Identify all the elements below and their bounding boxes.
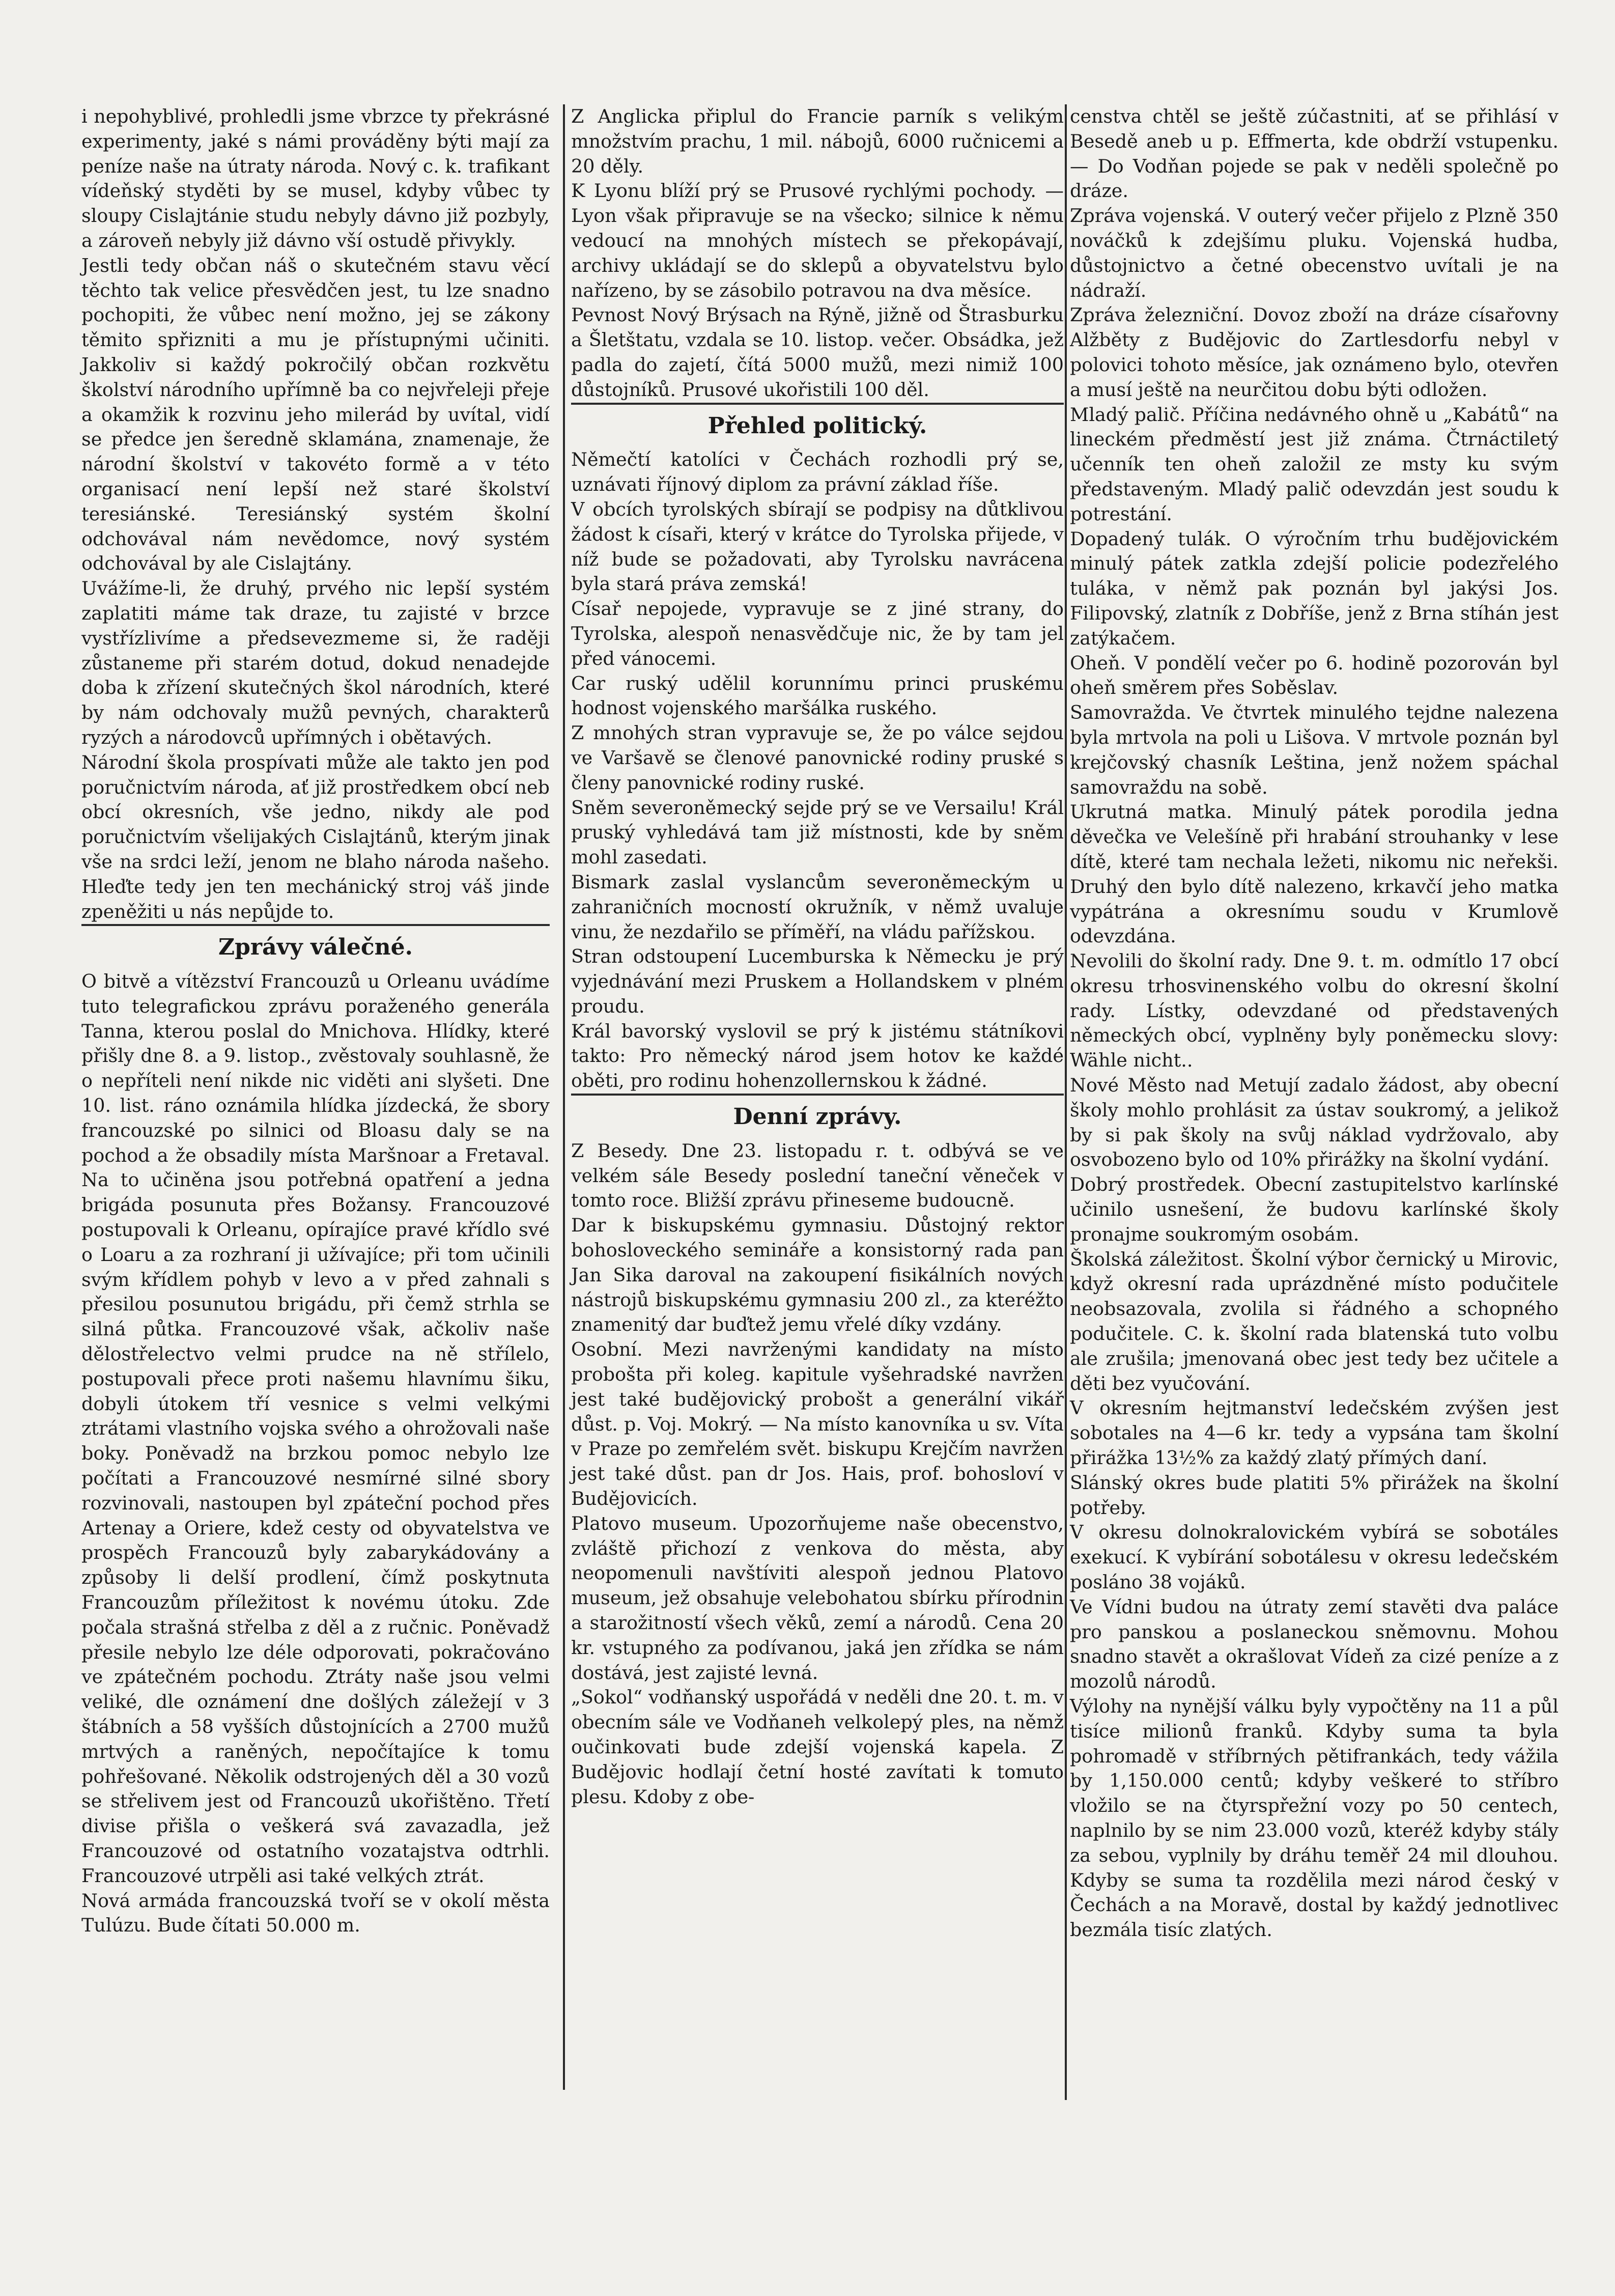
paragraph: Z Anglicka připlul do Francie parník s velikým množstvím prachu, 1 mil. nábojů, 6000 ručnicemi a 20 děly.: [571, 105, 1064, 177]
paragraph: Ukrutná matka. Minulý pátek porodila jedna děvečka ve Velešíně při hrabání strouhanky v lese dítě, které tam nechala ležeti, nikomu nic neřekši. Druhý den bylo dítě nalezeno, krkavčí jeho matka vypátrána a okresnímu soudu v Krumlově odevzdána.: [1070, 801, 1559, 947]
paragraph: Platovo museum. Upozorňujeme naše obecenstvo, zvláště přichozí z venkova do města, aby neopomenuli navštíviti alespoň jednou Platovo museum, jež obsahuje velebohatou sbírku přírodnin a starožitností všech věků, zemí a národů. Cena 20 kr. vstupného za podívanou, jaká jen zřídka se nám dostává, jest zajisté levná.: [571, 1512, 1064, 1684]
section-heading-daily: Denní zprávy.: [571, 1094, 1064, 1130]
paragraph: Zpráva vojenská. V outerý večer přijelo z Plzně 350 nováčků k zdejšímu pluku. Vojenská hudba, důstojnictvo a četné obecenstvo uvítali je na nádraží.: [1070, 205, 1559, 301]
paragraph: Zpráva železniční. Dovoz zboží na dráze císařovny Alžběty z Budějovic do Zartlesdorfu nebyl v polovici tohoto měsíce, jak oznámeno bylo, otevřen a musí ještě na neurčitou dobu býti odložen.: [1070, 304, 1559, 401]
paragraph: Nevolili do školní rady. Dne 9. t. m. odmítlo 17 obcí okresu trhosvinenského volbu do okresní školní rady. Lístky, odevzdané od představených německých obcí, vyplněny byly poněmecku slovy: Wähle nicht..: [1070, 950, 1559, 1072]
paragraph: Nové Město nad Metují zadalo žádost, aby obecní školy mohlo prohlásit za ústav soukromý, a jelikož by si pak školy na svůj náklad vydržovalo, aby osvobozeno bylo od 10% přirážky na školní vydání.: [1070, 1074, 1559, 1171]
paragraph: Slánský okres bude platiti 5% přirážek na školní potřeby.: [1070, 1471, 1559, 1519]
paragraph: Dobrý prostředek. Obecní zastupitelstvo karlínské učinilo usnešení, že budovu karlínské školy pronajme soukromým osobám.: [1070, 1173, 1559, 1245]
paragraph: Osobní. Mezi navrženými kandidaty na místo probošta při koleg. kapitule vyšehradské navržen jest také budějovický probošt a generální vikář důst. p. Voj. Mokrý. — Na místo kanovníka u sv. Víta v Praze po zemřelém svět. biskupu Krejčím navržen jest také důst. pan dr Jos. Hais, prof. bohosloví v Budějovicích.: [571, 1338, 1064, 1510]
paragraph: K Lyonu blíží prý se Prusové rychlými pochody. — Lyon však připravuje se na všecko; silnice k němu vedoucí na mnohých místech se překopávají, archivy ukládají se do sklepů a obyvatelstvu bylo nařízeno, by se zásobilo potravou na dva měsíce.: [571, 180, 1064, 301]
paragraph: Z Besedy. Dne 23. listopadu r. t. odbývá se ve velkém sále Besedy poslední taneční věneček v tomto roce. Bližší zprávu přineseme budoucně.: [571, 1139, 1064, 1212]
paragraph: Uvážíme-li, že druhý, prvého nic lepší systém zaplatiti máme tak draze, tu zajisté v brzce vystřízlivíme a předsevezmeme si, že raději zůstaneme při starém dotud, dokud nenadejde doba k zřízení skutečných škol národních, které by nám odchovaly mužů pevných, charakterů ryzých a národovců upřímných i obětavých.: [81, 577, 550, 748]
paragraph: Němečtí katolíci v Čechách rozhodli prý se, uznávati říjnový diplom za právní základ říše.: [571, 449, 1064, 496]
paragraph: Výlohy na nynější válku byly vypočtěny na 11 a půl tisíce milionů franků. Kdyby suma ta byla pohromadě v stříbrných pětifrankách, tedy vážila by 1,150.000 centů; kdyby veškeré to stříbro vložilo se na čtyrspřežní vozy po 50 centech, naplnilo by se nim 23.000 vozů, kteréž kdyby stály za sebou, vyplnily by dráhu teměř 24 mil dlouhou. Kdyby se suma ta rozdělila mezi národ český v Čechách a na Moravě, dostal by každý jednotlivec bezmála tisíc zlatých.: [1070, 1695, 1559, 1941]
paragraph: Dar k biskupskému gymnasiu. Důstojný rektor bohosloveckého semináře a konsistorný rada pan Jan Sika daroval na zakoupení fisikálních nových nástrojů biskupskému gymnasiu 200 zl., za kteréžto znamenitý dar buďtež jemu vřelé díky vzdány.: [571, 1214, 1064, 1336]
section-heading-war: Zprávy válečné.: [81, 924, 550, 960]
middle-column: [571, 104, 1064, 1809]
paragraph: Samovražda. Ve čtvrtek minulého tejdne nalezena byla mrtvola na poli u Lišova. V mrtvole poznán byl krejčovský chasník Leština, jenž nožem spáchal samovraždu na sobě.: [1070, 702, 1559, 798]
paragraph: Školská záležitost. Školní výbor černický u Mirovic, když okresní rada uprázdněné místo podučitele neobsazovala, zvolila si řádného a schopného podučitele. C. k. školní rada blatenská tuto volbu ale zrušila; jmenovaná obec jest tedy bez učitele a děti bez vyučování.: [1070, 1248, 1559, 1394]
paragraph: „Sokol“ vodňanský uspořádá v neděli dne 20. t. m. v obecním sále ve Vodňaneh velkolepý ples, na němž oučinkovati bude zdejší vojenská kapela. Z Budějovic hodlají četní hosté zavítati k tomuto plesu. Kdoby z obe-: [571, 1686, 1064, 1808]
paragraph: Sněm severoněmecký sejde prý se ve Versailu! Král pruský vyhledává tam již místnosti, kde by sněm mohl zasedati.: [571, 796, 1064, 869]
paragraph: V okresu dolnokralovickém vybírá se sobotáles exekucí. K vybírání sobotálesu v okresu ledečském posláno 38 vojáků.: [1070, 1521, 1559, 1593]
paragraph: Car ruský udělil korunnímu princi pruskému hodnost vojenského maršálka ruského.: [571, 672, 1064, 719]
paragraph: Ve Vídni budou na útraty zemí stavěti dva paláce pro panskou a poslaneckou sněmovnu. Mohou snadno stavět a okrašlovat Vídeň za cizé peníze a z mozolů národů.: [1070, 1595, 1559, 1693]
paragraph: Pevnost Nový Brýsach na Rýně, jižně od Štrasburku a Šletštatu, vzdala se 10. listop. večer. Obsádka, jež padla do zajetí, čítá 5000 mužů, mezi nimiž 100 důstojníků. Prusové ukořistili 100 děl.: [571, 304, 1064, 401]
paragraph: V okresním hejtmanství ledečském zvýšen jest sobotales na 4—6 kr. tedy a vypsána tam školní přirážka 13½% za každý zlatý přímých daní.: [1070, 1397, 1559, 1469]
section-heading-political: Přehled politický.: [571, 403, 1064, 439]
paragraph: Císař nepojede, vypravuje se z jiné strany, do Tyrolska, alespoň nenasvědčuje nic, že by tam jel před vánocemi.: [571, 598, 1064, 669]
paragraph: Dopadený tulák. O výročním trhu budějovickém minulý pátek zatkla zdejší policie podezřelého tuláka, v němž pak poznán byl jakýsi Jos. Filipovský, zlatník z Dobříše, jenž z Brna stíhán jest zatýkačem.: [1070, 527, 1559, 649]
paragraph: Z mnohých stran vypravuje se, že po válce sejdou ve Varšavě se členové panovnické rodiny pruské s členy panovnické rodiny ruské.: [571, 722, 1064, 794]
right-column: [1070, 104, 1559, 1943]
paragraph: Mladý palič. Příčina nedávného ohně u „Kabátů“ na lineckém předměstí jest již známa. Čtrnáctiletý učenník ten oheň založil ze msty ku svým představeným. Mladý palič odevzdán jest soudu k potrestání.: [1070, 403, 1559, 525]
paragraph: i nepohyblivé, prohledli jsme vbrzce ty překrásné experimenty, jaké s námi prováděny býti mají za peníze naše na útraty národa. Nový c. k. trafikant vídeňský styděti by se musel, kdyby vůbec ty sloupy Cislajtánie studu nebyly dávno již pozbyly, a zároveň nebyly již dávno vší ostudě přivykly.: [81, 105, 550, 251]
paragraph: Nová armáda francouzská tvoří se v okolí města Tulúzu. Bude čítati 50.000 m.: [81, 1889, 550, 1937]
paragraph: censtva chtěl se ještě zúčastniti, ať se přihlásí v Besedě aneb u p. Effmerta, kde obdrží vstupenku. — Do Vodňan pojede se pak v neděli společně po dráze.: [1070, 105, 1559, 202]
paragraph: Jestli tedy občan náš o skutečném stavu věcí těchto tak velice přesvědčen jest, tu lze snadno pochopiti, že vůbec není možno, jej se zákony těmito spřizniti a mu je přístupnými učiniti. Jakkoliv si každý pokročilý občan rozkvětu školství národního upřímně ba co nejvřeleji přeje a okamžik k rozvinu jeho milerád by uvítal, vidí se předce jen šeredně sklamána, znamenaje, že národní školství v takovéto formě a v této organisací není lepší než staré školství teresiánské. Teresiánský systém školní odchovával nám nevědomce, nový systém odchovával by ale Cislajtány.: [81, 254, 550, 575]
paragraph: O bitvě a vítězství Francouzů u Orleanu uvádíme tuto telegrafickou zprávu poraženého generála Tanna, kterou poslal do Mnichova. Hlídky, které přišly dne 8. a 9. listop., zvěstovaly souhlasně, že o nepříteli není nikde nic viděti ani slyšeti. Dne 10. list. ráno oznámila hlídka jízdecká, že sbory francouzské po silnici od Bloasu daly se na pochod a že obsadily místa Maršnoar a Fretaval. Na to učiněna jsou potřebná opatření a jedna brigáda posunuta přes Božansy. Francouzové postupovali k Orleanu, opírajíce pravé křídlo své o Loaru a za rozhraní ji užívajíce; při tom učinili svým křídlem pohyb v levo a v před zahnali s přesilou posunutou brigádu, při čemž strhla se silná půtka. Francouzové však, ačkoliv naše dělostřelectvo velmi prudce na ně střílelo, postupovali přece proti našemu hlavnímu šiku, dobyli útokem tří vesnice s velmi velkými ztrátami vlastního vojska svého a ohrožovali naše boky. Poněvadž na brzkou pomoc nebylo lze počítati a Francouzové nesmírné silné sbory rozvinovali, nastoupen byl zpáteční pochod přes Artenay a Oriere, kdež cesty od obyvatelstva ve prospěch Francouzů byly zabarykádovány a způsoby li delší prodlení, čímž poskytnuta Francouzům příležitost k novému útoku. Zde počala strašná střelba z děl a z ručnic. Poněvadž přesile nebylo lze déle odporovati, pokračováno ve zpátečném pochodu. Ztráty naše jsou velmi veliké, dle oznámení dne došlých záležejí v 3 štábních a 58 vyšších důstojnících a 2700 mužů mrtvých a raněných, nepočítajíce k tomu pohřešované. Několik odstrojených děl a 30 vozů se střelivem jest od Francouzů ukořištěno. Třetí divise přišla o veškerá svá zavazadla, jež Francouzové od ostatního vozatajstva odtrhli. Francouzové utrpěli asi také velkých ztrát.: [81, 970, 550, 1887]
paragraph: Oheň. V pondělí večer po 6. hodině pozorován byl oheň směrem přes Soběslav.: [1070, 652, 1559, 699]
column-rule: [563, 104, 565, 2090]
paragraph: V obcích tyrolských sbírají se podpisy na důtklivou žádost k císaři, který v krátce do Tyrolska přijede, v níž bude se požadovati, aby Tyrolsku navrácena byla stará práva zemská!: [571, 498, 1064, 595]
paragraph: Král bavorský vyslovil se prý k jistému státníkovi takto: Pro německý národ jsem hotov ke každé oběti, pro rodinu hohenzollernskou k žádné.: [571, 1020, 1064, 1092]
paragraph: Bismark zaslal vyslancům severoněmeckým u zahraničních mocností okružník, v němž uvaluje vinu, že nezdařilo se příměří, na vládu pařížskou.: [571, 871, 1064, 943]
column-rule: [1065, 104, 1067, 2100]
left-column: [81, 104, 550, 1938]
paragraph: Stran odstoupení Lucemburska k Německu je prý vyjednávání mezi Pruskem a Hollandskem v plném proudu.: [571, 945, 1064, 1017]
paragraph: Národní škola prospívati může ale takto jen pod poručnictvím národa, ať již prostředkem obcí neb obcí okresních, vše jedno, nikdy ale pod poručnictvím všelijakých Cislajtánů, kterým jinak vše na srdci leží, jenom ne blaho národa našeho. Hleďte tedy jen ten mechánický stroj váš jinde zpeněžiti u nás nepůjde to.: [81, 751, 550, 922]
